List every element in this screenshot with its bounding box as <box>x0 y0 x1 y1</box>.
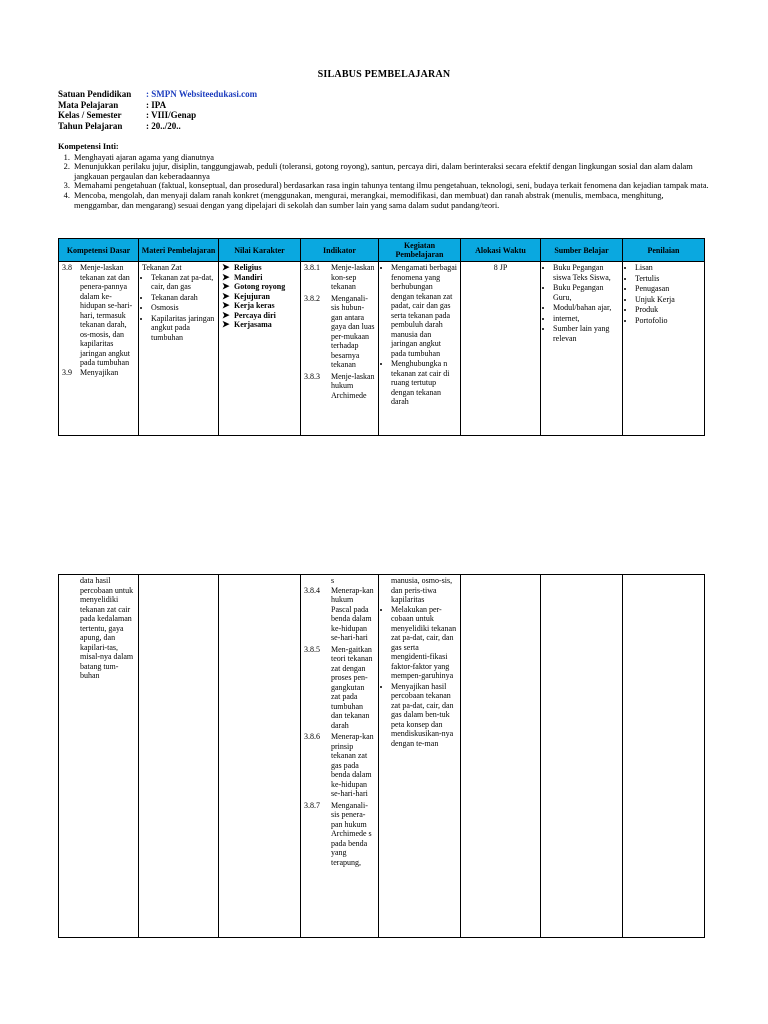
syllabus-table-continued <box>58 574 705 938</box>
arrow-bullet-icon: ➤ <box>222 290 230 301</box>
arrow-bullet-icon: ➤ <box>222 319 230 329</box>
list-item: • Melakukan per-cobaan untuk menyelidiki tekanan zat pa-dat, cair, dan gas serta mengidenti-fikasi faktor-faktor yang mempen-garuhinya <box>391 605 457 681</box>
materi-list <box>142 273 215 343</box>
list-item: • Mengamati berbagai fenomena yang berhubungan dengan tekanan zat padat, cair dan gas serta tekanan pada pembuluh darah manusia dan jaringan angkut pada tumbuhan <box>391 263 457 358</box>
meta-row <box>58 89 257 100</box>
kd-cell <box>59 262 139 436</box>
list-item: • Modul/bahan ajar, <box>553 303 619 313</box>
indikator-text: Men-gaitkan teori tekanan zat dengan proses pen-gangkutan zat pada tumbuhan dan tekanan darah <box>331 644 373 730</box>
nilai-label: Gotong royong <box>234 282 286 291</box>
indikator-number: 3.8.6 <box>304 732 320 741</box>
materi-cell <box>139 575 219 938</box>
list-item: • Penugasan <box>635 284 701 294</box>
meta-value: : VIII/Genap <box>146 110 197 120</box>
arrow-bullet-icon: ➤ <box>222 309 230 320</box>
kd-item <box>62 368 135 378</box>
list-item: • Kapilaritas jaringan angkut pada tumbuhan <box>151 314 215 343</box>
kd-number: 3.8 <box>62 263 72 272</box>
kegiatan-list <box>382 605 457 749</box>
kd-text: data hasil percobaan untuk menyelidiki tekanan zat cair pada kedalaman tertentu, gaya apung, dan kapilari-tas, misal-nya dalam batang tum-buhan <box>80 576 134 680</box>
meta-row <box>58 121 257 132</box>
list-item: • Tertulis <box>635 274 701 284</box>
arrow-bullet-icon: ➤ <box>222 262 230 272</box>
sumber-cell <box>541 575 623 938</box>
meta-row <box>58 110 257 121</box>
meta-label: Mata Pelajaran <box>58 99 119 110</box>
list-item <box>222 301 297 311</box>
list-item: • Osmosis <box>151 303 215 313</box>
nilai-label: Mandiri <box>234 272 263 282</box>
kegiatan-list <box>382 263 457 407</box>
col-header-sumber: Sumber Belajar <box>541 239 623 262</box>
sumber-list <box>544 263 619 343</box>
indikator-text: s <box>331 576 335 585</box>
alokasi-value: 8 JP <box>493 263 508 272</box>
indikator-number: 3.8.1 <box>304 263 320 272</box>
ki-list <box>58 153 710 211</box>
list-item: • Buku Pegangan siswa Teks Siswa, <box>553 263 619 282</box>
penilaian-cell <box>623 575 705 938</box>
indikator-text: Menje-laskan kon-sep tekanan <box>331 263 375 291</box>
col-header-alokasi: Alokasi Waktu <box>461 239 541 262</box>
col-header-materi: Materi Pembelajaran <box>139 239 219 262</box>
indikator-text: Menje-laskan hukum Archimede <box>331 371 375 400</box>
indikator-number: 3.8.4 <box>304 585 320 595</box>
alokasi-cell <box>461 262 541 436</box>
indikator-item <box>304 801 375 868</box>
indikator-item <box>304 732 375 799</box>
indikator-cell <box>301 575 379 938</box>
indikator-item <box>304 294 375 370</box>
indikator-text: Menerap-kan prinsip tekanan zat gas pada benda dalam ke-hidupan se-hari-hari <box>331 732 374 798</box>
list-item: • Produk <box>635 305 701 315</box>
list-item <box>222 273 297 283</box>
kegiatan-text: manusia, osmo-sis, dan peris-tiwa kapilaritas <box>391 576 453 604</box>
table-header-row <box>59 239 705 262</box>
col-header-nilai: Nilai Karakter <box>219 239 301 262</box>
penilaian-list <box>626 263 701 325</box>
list-item: • Lisan <box>635 263 701 273</box>
indikator-number: 3.8.2 <box>304 293 320 303</box>
syllabus-table <box>58 238 705 436</box>
identity-block <box>58 89 257 131</box>
nilai-list <box>222 263 297 330</box>
list-item <box>222 282 297 292</box>
ki-heading: Kompetensi Inti: <box>58 142 119 151</box>
arrow-bullet-icon: ➤ <box>222 300 230 310</box>
list-item: • Buku Pegangan Guru, <box>553 283 619 302</box>
nilai-cell <box>219 575 301 938</box>
materi-cell <box>139 262 219 436</box>
list-item <box>222 292 297 302</box>
list-item <box>222 320 297 330</box>
indikator-number: 3.8.5 <box>304 644 320 654</box>
table-row <box>59 262 705 436</box>
indikator-item <box>304 372 375 401</box>
list-item <box>222 311 297 321</box>
list-item: • Tekanan zat pa-dat, cair, dan gas <box>151 273 215 292</box>
indikator-text: Menerap-kan hukum Pascal pada benda dalam ke-hidupan se-hari-hari <box>331 585 374 642</box>
penilaian-cell <box>623 262 705 436</box>
col-header-kegiatan: Kegiatan Pembelajaran <box>379 239 461 262</box>
meta-value-school[interactable]: : SMPN Websiteedukasi.com <box>146 89 258 99</box>
col-header-kompetensi: Kompetensi Dasar <box>59 239 139 262</box>
meta-row <box>58 100 257 111</box>
indikator-cell <box>301 262 379 436</box>
nilai-label: Kerjasama <box>234 320 272 329</box>
nilai-label: Percaya diri <box>234 310 276 320</box>
nilai-label: Kejujuran <box>234 291 270 301</box>
indikator-text: Menganali-sis penera-pan hukum Archimede s pada benda yang terapung, <box>331 800 372 867</box>
meta-label: Kelas / Semester <box>58 110 122 120</box>
table-row <box>59 575 705 938</box>
list-item: • Menyajikan hasil percobaan tekanan zat pa-dat, cair, dan gas dalam ben-tuk peta konsep dan mendiskusikan-nya dengan te-man <box>391 682 457 749</box>
col-header-penilaian: Penilaian <box>623 239 705 262</box>
kegiatan-cell <box>379 575 461 938</box>
core-competence-block <box>58 142 710 210</box>
ki-item: 2. Menunjukkan perilaku jujur, disiplin, tanggungjawab, peduli (toleransi, gotong royong), santun, percaya diri, dalam berinteraksi secara efektif dengan lingkungan sosial dan alam dalam jangkauan pergaulan dan keberadaannya <box>72 162 710 181</box>
nilai-label: Religius <box>234 263 262 272</box>
nilai-label: Kerja keras <box>234 301 275 310</box>
ki-item: 3. Memahami pengetahuan (faktual, konseptual, dan prosedural) berdasarkan rasa ingin tahunya tentang ilmu pengetahuan, teknologi, seni, budaya terkait fenomena dan kejadian tampak mata. <box>72 181 710 191</box>
arrow-bullet-icon: ➤ <box>222 281 230 291</box>
kd-item <box>62 263 135 368</box>
kd-text: Menyajikan <box>80 367 119 377</box>
indikator-item <box>304 263 375 292</box>
kd-number: 3.9 <box>62 367 72 377</box>
indikator-number: 3.8.7 <box>304 800 320 810</box>
list-item: • Unjuk Kerja <box>635 295 701 305</box>
document-title: SILABUS PEMBELAJARAN <box>317 69 451 80</box>
arrow-bullet-icon: ➤ <box>222 271 230 282</box>
indikator-number: 3.8.3 <box>304 371 320 381</box>
list-item: • Portofolio <box>635 316 701 326</box>
indikator-text: Menganali-sis hubun-gan antara gaya dan luas per-mukaan terhadap besarnya tekanan <box>331 293 375 369</box>
kd-text: Menje-laskan tekanan zat dan penera-pannya dalam ke-hidupan se-hari-hari, termasuk tekanan darah, os-mosis, dan kapilaritas jaringan angkut pada tumbuhan <box>80 263 133 367</box>
meta-label: Tahun Pelajaran <box>58 120 123 131</box>
list-item: • Tekanan darah <box>151 293 215 303</box>
list-item: • Sumber lain yang relevan <box>553 324 619 343</box>
ki-item: 4. Mencoba, mengolah, dan menyaji dalam ranah konkret (menggunakan, mengurai, merangkai, memodifikasi, dan membuat) dan ranah abstrak (menulis, membaca, menghitung, menggambar, dan mengarang) sesuai dengan yang dipelajari di sekolah dan sumber lain yang sama dalam sudut pandang/teori. <box>72 191 710 210</box>
kd-cell <box>59 575 139 938</box>
col-header-indikator: Indikator <box>301 239 379 262</box>
list-item: • internet, <box>553 314 619 324</box>
meta-value: : IPA <box>146 99 167 110</box>
indikator-item <box>304 586 375 643</box>
ki-item: 1. Menghayati ajaran agama yang dianutnya <box>72 153 710 163</box>
list-item: • Menghubungka n tekanan zat cair di ruang tertutup dengan tekanan darah <box>391 359 457 407</box>
alokasi-cell <box>461 575 541 938</box>
meta-label: Satuan Pendidikan <box>58 89 132 99</box>
indikator-item <box>304 645 375 731</box>
kegiatan-cell <box>379 262 461 436</box>
nilai-cell <box>219 262 301 436</box>
sumber-cell <box>541 262 623 436</box>
meta-value: : 20../20.. <box>146 120 181 131</box>
materi-title: Tekanan Zat <box>142 263 182 272</box>
list-item <box>222 263 297 273</box>
